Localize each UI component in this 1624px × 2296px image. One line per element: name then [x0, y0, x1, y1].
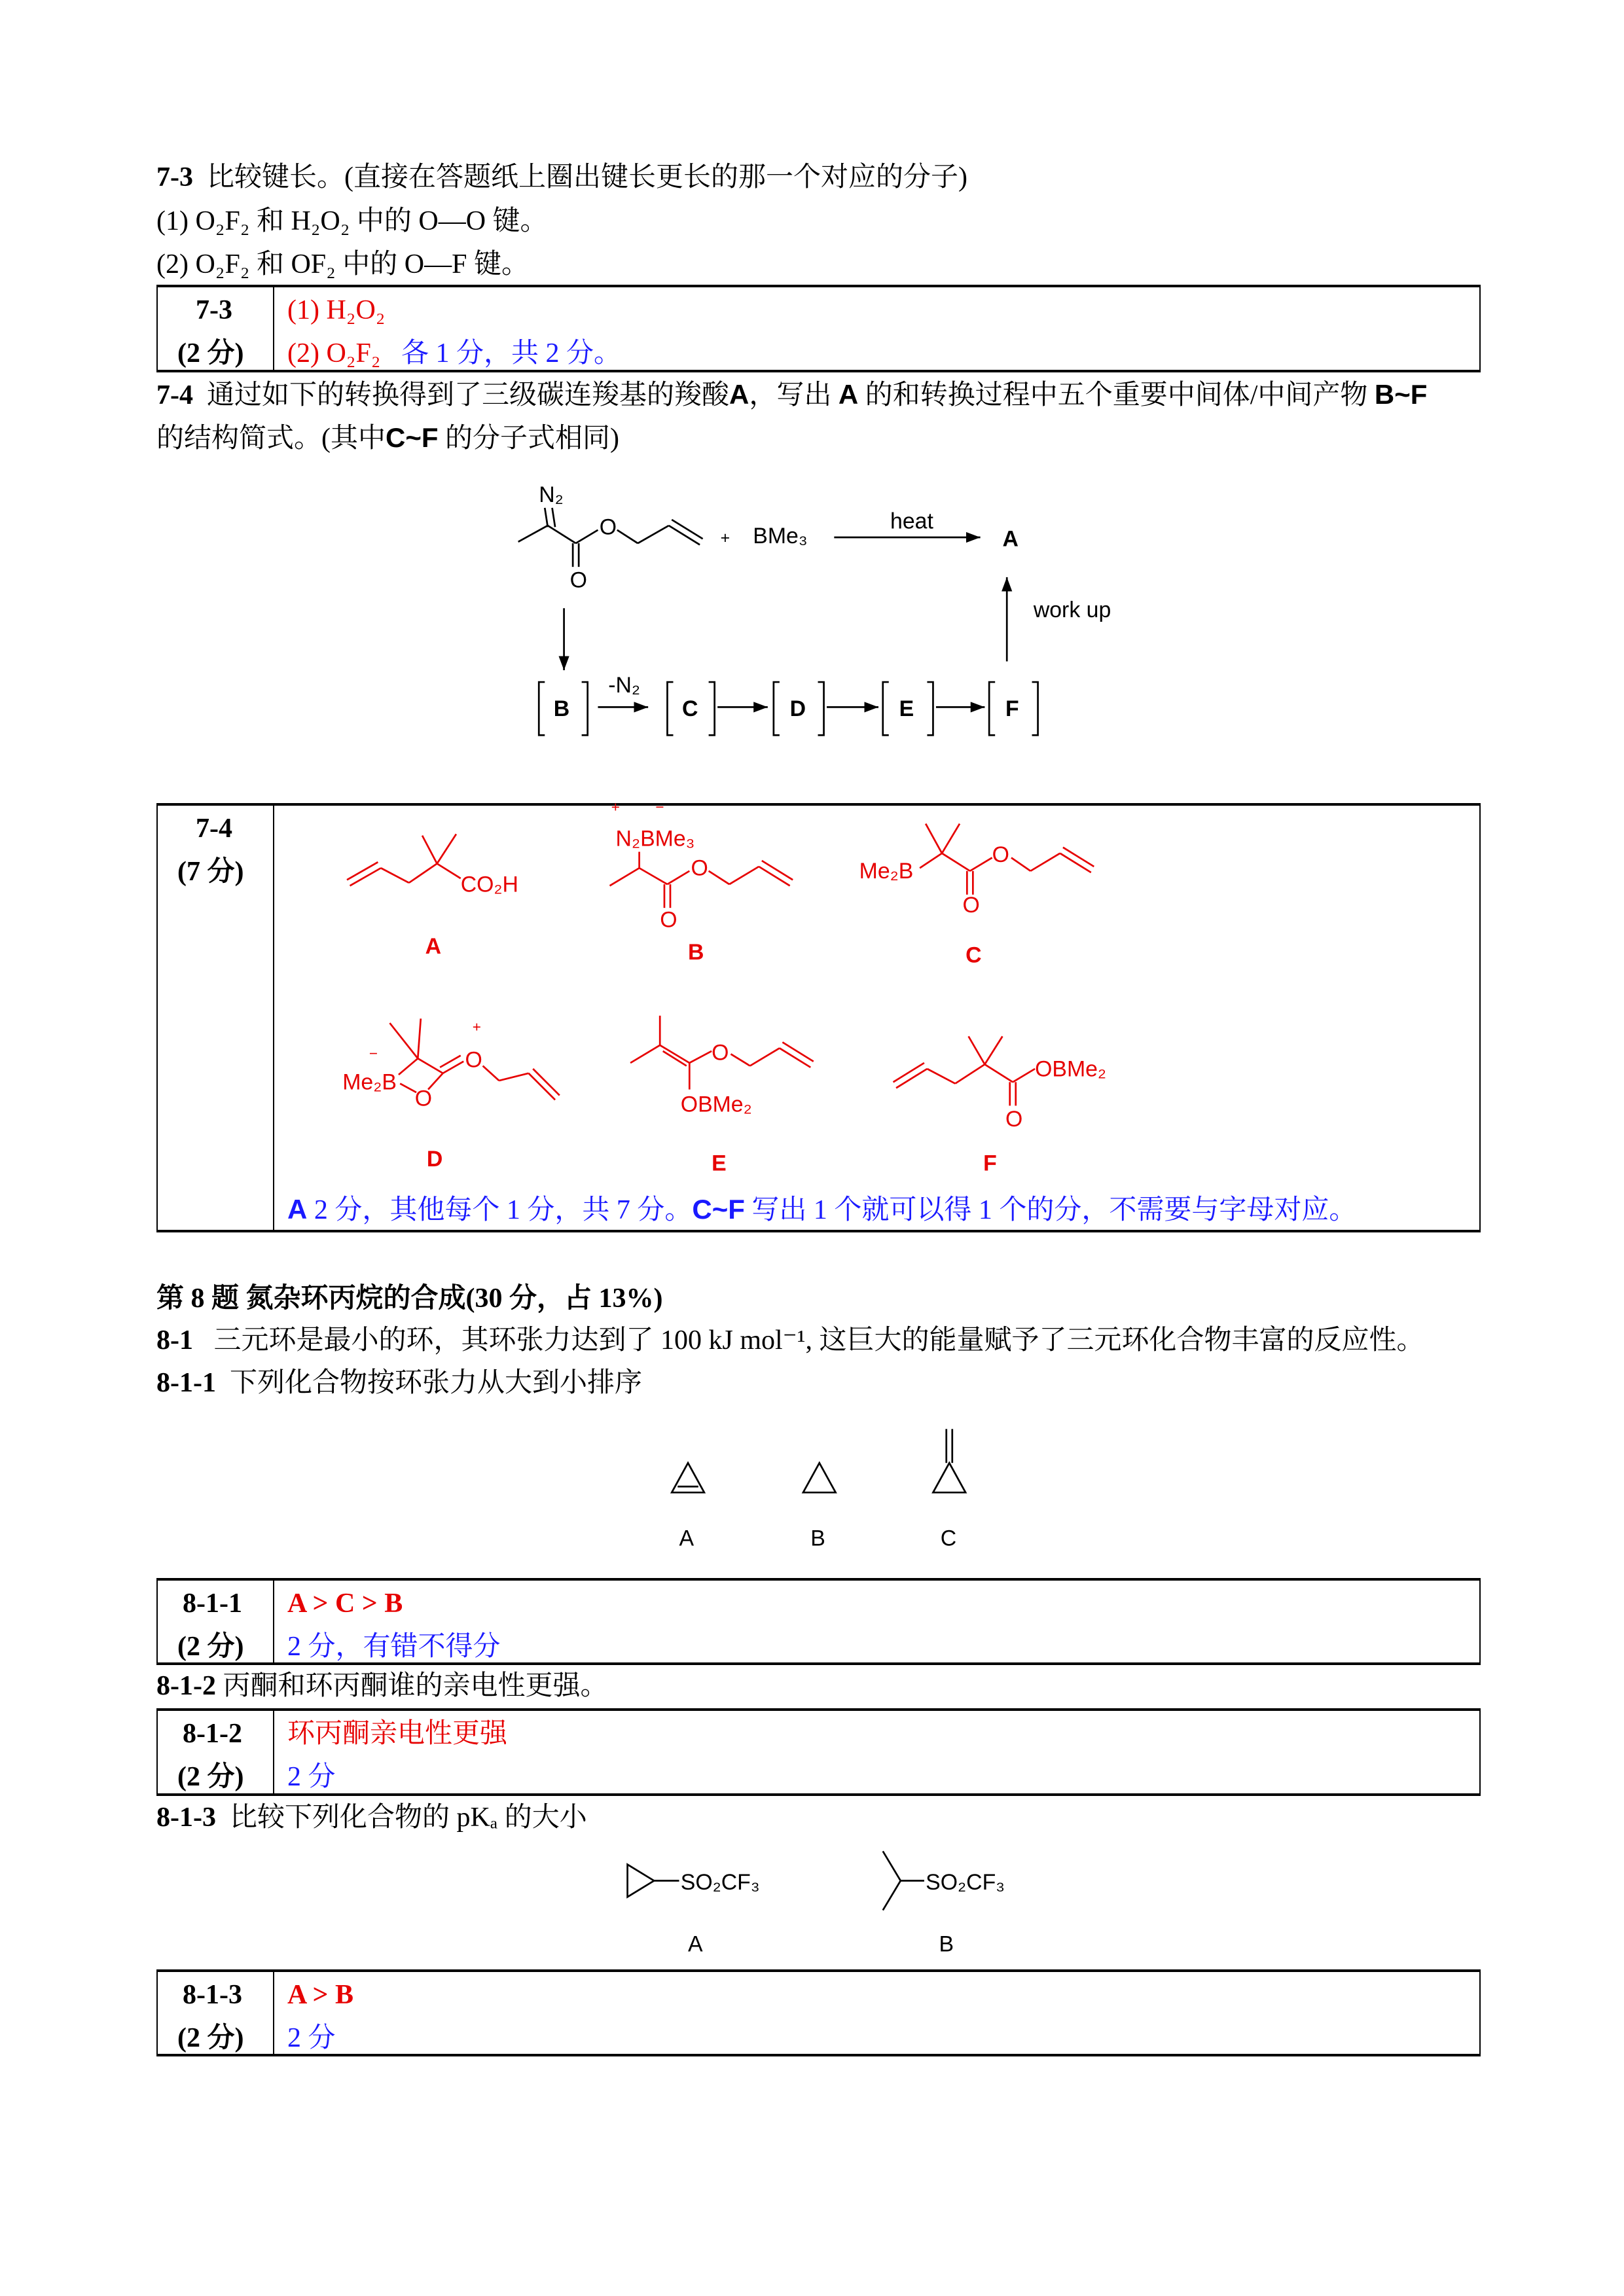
answer-score: (2 分) — [177, 338, 244, 368]
answer-score: (2 分) — [177, 1762, 244, 1792]
q-text: 通过如下的转换得到了三级碳连羧基的羧酸 — [207, 380, 730, 410]
charge-plus: + — [611, 798, 620, 816]
cyclopropane — [803, 1463, 836, 1551]
q-text: 下列化合物按环张力从大到小排序 — [229, 1368, 642, 1398]
intermediate-c: C — [682, 696, 698, 721]
answer-score: (7 分) — [177, 857, 244, 887]
group-label: Me₂B — [342, 1069, 397, 1095]
q-text: 比较键长。(直接在答题纸上圈出键长更长的那一个对应的分子) — [207, 162, 967, 192]
q-number: 7-4 — [156, 380, 193, 410]
structure-label: F — [983, 1151, 997, 1176]
structure-label: C — [965, 942, 982, 968]
intermediate-d: D — [789, 696, 806, 721]
o-label: O — [660, 907, 677, 933]
sulfone-compounds — [628, 1851, 1005, 1956]
product-label: A — [1002, 526, 1019, 552]
structure-label: D — [426, 1146, 443, 1172]
answer-text: A > C > B — [287, 1588, 403, 1619]
o-label: O — [962, 892, 980, 918]
compound-ref: C~F — [386, 422, 439, 453]
q-text: 比较下列化合物的 pKₐ 的大小 — [229, 1803, 587, 1833]
answer-note: 2 分 — [287, 2023, 336, 2053]
structure-label: E — [712, 1151, 727, 1176]
q-text: 的和转换过程中五个重要中间体/中间产物 — [865, 380, 1368, 410]
compound-ref: A — [838, 379, 859, 410]
group-label: SO₂CF₃ — [926, 1870, 1005, 1895]
ring-label: A — [679, 1526, 695, 1551]
compound-label: B — [939, 1931, 954, 1957]
charge-minus: − — [369, 1045, 378, 1062]
answer-structure-a — [347, 834, 518, 959]
o-label: O — [569, 567, 587, 593]
o-label: O — [992, 842, 1009, 868]
ring-label: C — [940, 1526, 957, 1551]
q-number: 8-1-1 — [156, 1368, 216, 1398]
answer-score: (2 分) — [177, 2023, 244, 2053]
answer-text: A > B — [287, 1980, 353, 2010]
o-label: O — [691, 855, 708, 881]
methylenecyclopropane — [933, 1429, 965, 1551]
answer-label: 8-1-2 — [183, 1719, 242, 1749]
answer-line1: (1) H₂O₂ — [287, 295, 386, 325]
q7-3-item1: (1) O₂F₂ 和 H₂O₂ 中的 O—O 键。 — [156, 206, 548, 236]
answer-red: (2) O₂F₂ — [287, 338, 381, 368]
charge-minus: − — [655, 798, 664, 816]
ring-label: B — [810, 1526, 825, 1551]
answer-structure-b — [610, 799, 793, 965]
q-text: 三元环是最小的环，其环张力达到了 100 kJ mol⁻¹, 这巨大的能量赋予了三元环化合物丰富的反应性。 — [213, 1325, 1424, 1355]
answer-structure-d — [342, 1018, 560, 1172]
group-label: OBMe₂ — [680, 1092, 752, 1117]
heat-label: heat — [890, 509, 933, 534]
q-text: ，写出 — [749, 380, 832, 410]
structure-label: B — [688, 940, 704, 965]
intermediate-b: B — [553, 696, 570, 721]
answer-note: 2 分，有错不得分 — [287, 1632, 501, 1662]
charge-plus: + — [472, 1018, 481, 1035]
plus-sign: + — [720, 529, 731, 548]
answer-text: 环丙酮亲电性更强 — [287, 1719, 508, 1749]
group-label: OBMe₂ — [1035, 1056, 1107, 1082]
q7-3-item2: (2) O₂F₂ 和 OF₂ 中的 O—F 键。 — [156, 249, 529, 279]
q-number: 8-1-3 — [156, 1803, 216, 1833]
reaction-scheme — [518, 482, 1111, 735]
q-number: 7-3 — [156, 162, 193, 192]
q-number: 8-1-2 — [156, 1671, 216, 1701]
q-number: 8-1 — [156, 1325, 193, 1355]
compound-ref: A — [729, 379, 749, 410]
q-text: 的结构简式。(其中 — [156, 423, 386, 454]
answer-score: (2 分) — [177, 1632, 244, 1662]
answer-label: 7-4 — [196, 814, 232, 844]
group-label: SO₂CF₃ — [680, 1870, 760, 1895]
q-text: 的分子式相同) — [445, 423, 620, 454]
ring-compounds — [672, 1429, 965, 1551]
intermediate-e: E — [899, 696, 914, 721]
o-label: O — [712, 1040, 729, 1066]
reagent-label: BMe₃ — [753, 524, 808, 549]
workup-label: work up — [1033, 597, 1111, 622]
cyclopropene — [672, 1463, 704, 1551]
group-label: N₂BMe₃ — [615, 826, 695, 852]
minus-n2-label: -N₂ — [608, 672, 641, 698]
structure-label: A — [425, 934, 442, 960]
diazo-ester-structure — [518, 482, 703, 593]
intermediate-f: F — [1005, 696, 1019, 721]
answer-structure-f — [893, 1036, 1107, 1175]
o-label: O — [1005, 1106, 1023, 1132]
q8-title: 第 8 题 氮杂环丙烷的合成(30 分，占 13%) — [156, 1283, 663, 1314]
n2-label: N₂ — [539, 482, 564, 507]
o-label: O — [414, 1086, 433, 1111]
group-label: CO₂H — [460, 872, 519, 897]
q-text: 丙酮和环丙酮谁的亲电性更强。 — [223, 1671, 608, 1701]
answer-structure-c — [859, 824, 1094, 968]
note-text: 2 分，其他每个 1 分，共 7 分。 — [314, 1195, 693, 1225]
answer-label: 7-3 — [196, 295, 232, 325]
answer-label: 8-1-3 — [183, 1980, 242, 2010]
compound-ref: B~F — [1374, 379, 1428, 410]
answer-label: 8-1-1 — [183, 1588, 242, 1619]
cyclopropyl-sulfone — [628, 1865, 760, 1957]
group-label: Me₂B — [859, 859, 914, 884]
intermediate-chain — [539, 673, 1038, 735]
answer-structure-e — [630, 1016, 814, 1176]
isopropyl-sulfone — [883, 1851, 1005, 1956]
compound-ref: A — [287, 1194, 308, 1225]
note-text: 写出 1 个就可以得 1 个的分，不需要与字母对应。 — [751, 1195, 1357, 1225]
answer-note: 2 分 — [287, 1762, 336, 1792]
compound-label: A — [688, 1931, 703, 1957]
o-label: O — [465, 1047, 482, 1073]
answer-note: 各 1 分，共 2 分。 — [401, 338, 621, 368]
compound-ref: C~F — [692, 1194, 745, 1225]
o-label: O — [599, 514, 617, 540]
